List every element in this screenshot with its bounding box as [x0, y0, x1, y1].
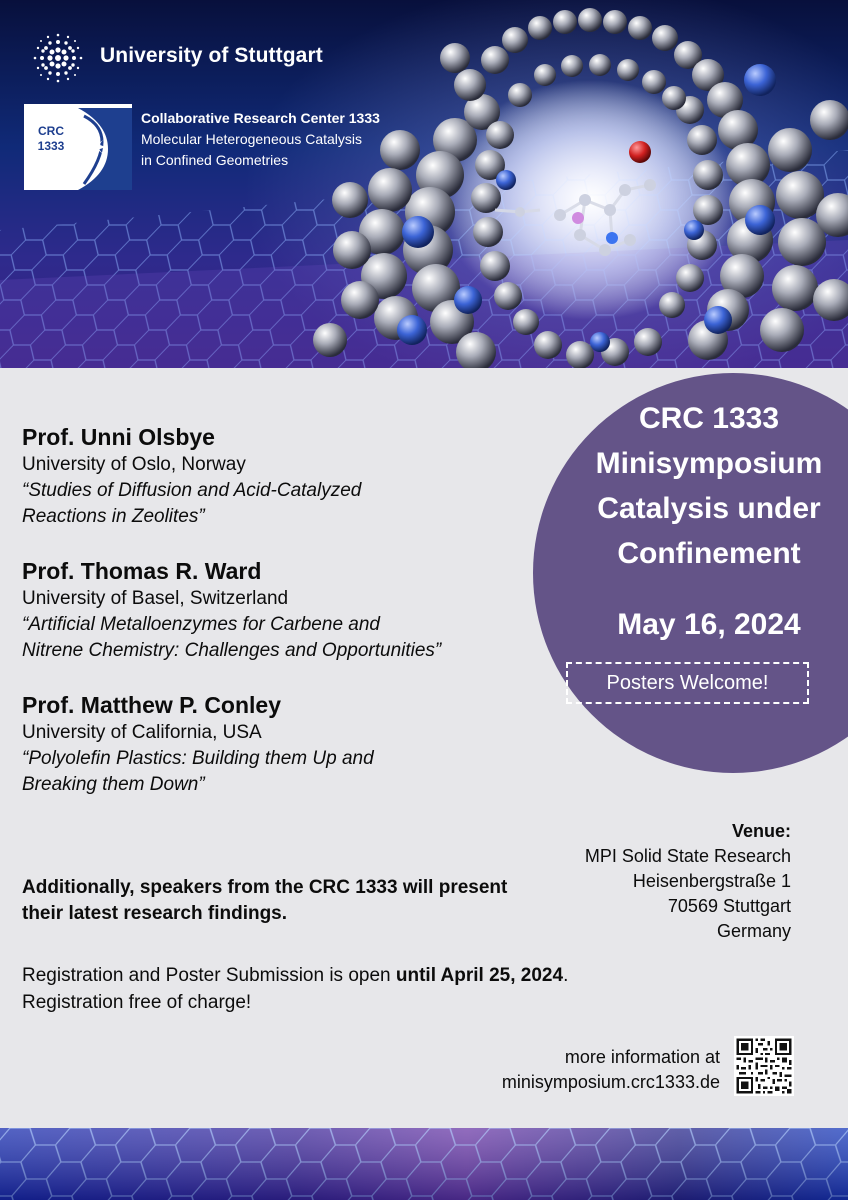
registration-suffix: . — [563, 965, 569, 986]
additional-line2: their latest research findings. — [22, 903, 288, 924]
event-title — [553, 396, 848, 576]
speaker-affiliation: University of Basel, Switzerland — [22, 588, 289, 609]
venue-block — [585, 819, 791, 944]
speaker-affiliation: University of Oslo, Norway — [22, 454, 246, 475]
event-title-line2: Minisymposium — [595, 447, 823, 480]
crc-logo — [24, 104, 132, 190]
venue-label: Venue: — [731, 821, 791, 841]
speaker-item — [22, 556, 562, 664]
crc-logo-text: CRC 1333 — [37, 124, 65, 153]
crc-title: Collaborative Research Center 1333 — [141, 110, 380, 126]
hero-banner — [0, 0, 848, 368]
crc-subtitle-line2: in Confined Geometries — [141, 152, 289, 168]
speaker-name: Prof. Unni Olsbye — [22, 424, 215, 450]
venue-line1: MPI Solid State Research — [584, 846, 791, 866]
speaker-talk-line1: “Polyolefin Plastics: Building them Up and — [22, 748, 374, 769]
dotted-sphere-logo-icon — [28, 28, 88, 88]
graphene-pattern — [0, 1128, 848, 1200]
speaker-name: Prof. Thomas R. Ward — [22, 558, 262, 584]
event-title-line1: CRC 1333 — [638, 402, 780, 435]
speaker-item — [22, 690, 562, 798]
university-name: University of Stuttgart — [100, 44, 323, 67]
speaker-talk-line1: “Artificial Metalloenzymes for Carbene and — [22, 614, 380, 635]
posters-welcome-badge: Posters Welcome! — [566, 662, 809, 704]
additional-line1: Additionally, speakers from the CRC 1333 will present — [22, 877, 508, 898]
more-info-label: more information at — [564, 1047, 720, 1067]
crc-info — [141, 108, 380, 171]
speaker-name: Prof. Matthew P. Conley — [22, 692, 282, 718]
more-info — [502, 1045, 720, 1095]
registration-line2: Registration free of charge! — [22, 992, 252, 1013]
registration-prefix: Registration and Poster Submission is open — [22, 965, 396, 986]
registration-line1 — [22, 962, 662, 989]
speaker-talk-line2: Nitrene Chemistry: Challenges and Opportunities” — [22, 640, 442, 661]
venue-line4: Germany — [716, 921, 791, 941]
event-date: May 16, 2024 — [617, 608, 801, 641]
speaker-talk-line1: “Studies of Diffusion and Acid-Catalyzed — [22, 480, 362, 501]
crc-subtitle-line1: Molecular Heterogeneous Catalysis — [141, 131, 362, 147]
qr-code-icon[interactable] — [734, 1036, 794, 1096]
venue-line2: Heisenbergstraße 1 — [632, 871, 791, 891]
additional-speakers-note — [22, 875, 582, 927]
speaker-item — [22, 422, 562, 530]
event-title-line4: Confinement — [617, 537, 801, 570]
speaker-talk-line2: Reactions in Zeolites” — [22, 506, 205, 527]
speaker-talk-line2: Breaking them Down” — [22, 774, 205, 795]
registration-info — [22, 962, 662, 1016]
registration-deadline: until April 25, 2024 — [395, 965, 564, 986]
event-title-line3: Catalysis under — [597, 492, 821, 525]
more-info-url[interactable]: minisymposium.crc1333.de — [501, 1072, 720, 1092]
speaker-list — [22, 422, 562, 824]
venue-line3: 70569 Stuttgart — [667, 896, 791, 916]
speaker-affiliation: University of California, USA — [22, 722, 262, 743]
footer-graphene-banner — [0, 1128, 848, 1200]
